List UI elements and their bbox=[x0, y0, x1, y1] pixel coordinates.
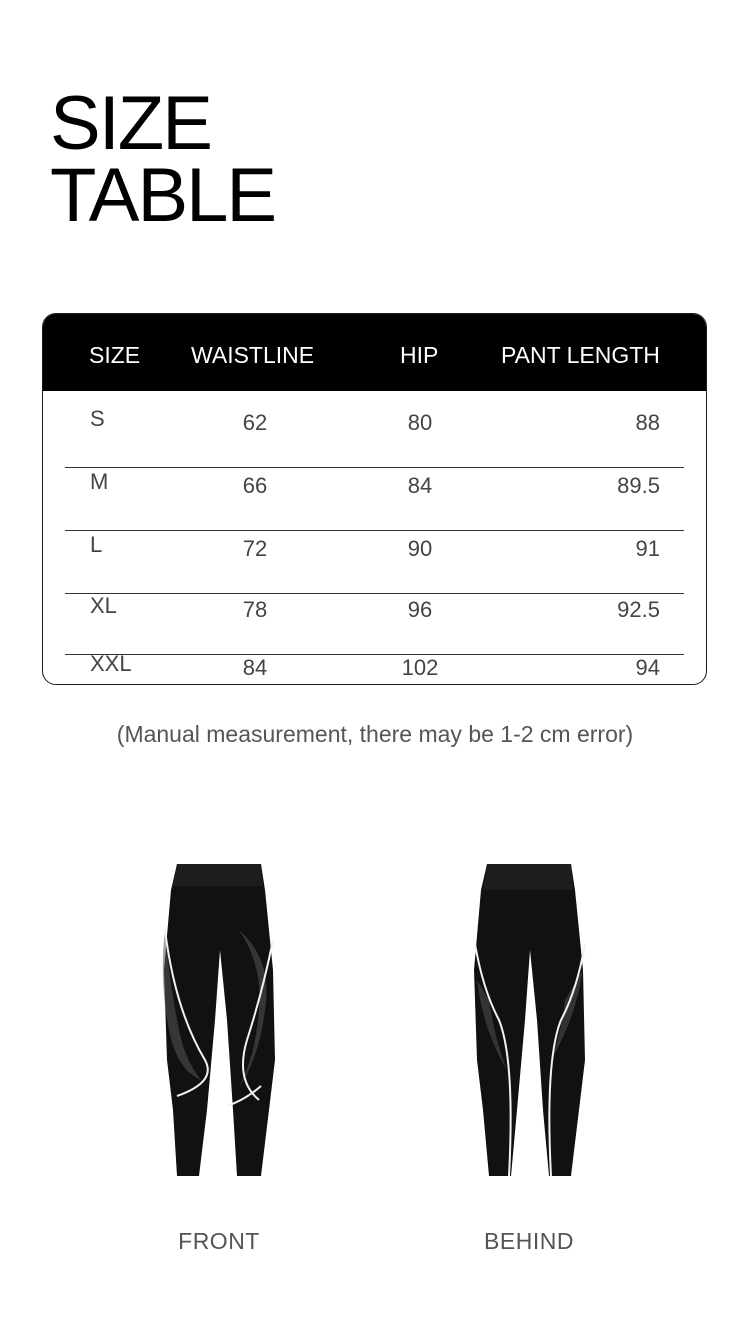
hip-value: 96 bbox=[407, 597, 433, 622]
header-size: SIZE bbox=[89, 342, 141, 368]
front-view-label: FRONT bbox=[178, 1228, 260, 1254]
waistline-value: 84 bbox=[242, 655, 268, 680]
header-hip: HIP bbox=[400, 342, 439, 368]
title-line-2: TABLE bbox=[50, 153, 276, 238]
row-divider bbox=[65, 530, 684, 532]
hip-value: 84 bbox=[407, 473, 433, 498]
hip-value: 102 bbox=[401, 655, 439, 680]
size-cell: XXL bbox=[90, 651, 132, 676]
size-table bbox=[42, 313, 707, 685]
table-row bbox=[43, 406, 706, 468]
size-cell: XL bbox=[90, 593, 117, 618]
waistline-value: 72 bbox=[242, 536, 268, 561]
leggings-front-image bbox=[155, 860, 285, 1180]
row-divider bbox=[65, 467, 684, 469]
page-title bbox=[50, 81, 276, 238]
pant-length-cell: 89.5 bbox=[617, 473, 660, 498]
size-cell: S bbox=[90, 406, 105, 431]
table-row bbox=[43, 469, 706, 531]
leggings-behind-image bbox=[465, 860, 595, 1180]
title-line-1: SIZE bbox=[50, 81, 211, 166]
waistline-value: 66 bbox=[242, 473, 268, 498]
pant-length-cell: 88 bbox=[635, 410, 660, 435]
header-waistline: WAISTLINE bbox=[191, 342, 315, 368]
size-table-header bbox=[43, 314, 706, 391]
table-row bbox=[43, 593, 706, 655]
waistline-value: 78 bbox=[242, 597, 268, 622]
size-cell: L bbox=[90, 532, 103, 557]
pant-length-cell: 94 bbox=[635, 655, 660, 680]
measurement-note: (Manual measurement, there may be 1-2 cm error) bbox=[116, 721, 634, 747]
hip-value: 80 bbox=[407, 410, 433, 435]
waistline-value: 62 bbox=[242, 410, 268, 435]
behind-view-label: BEHIND bbox=[484, 1228, 574, 1254]
size-cell: M bbox=[90, 469, 109, 494]
pant-length-cell: 91 bbox=[635, 536, 660, 561]
pant-length-cell: 92.5 bbox=[617, 597, 660, 622]
hip-value: 90 bbox=[407, 536, 433, 561]
table-row bbox=[43, 651, 706, 685]
table-row bbox=[43, 532, 706, 594]
header-pant-length: PANT LENGTH bbox=[501, 342, 660, 368]
